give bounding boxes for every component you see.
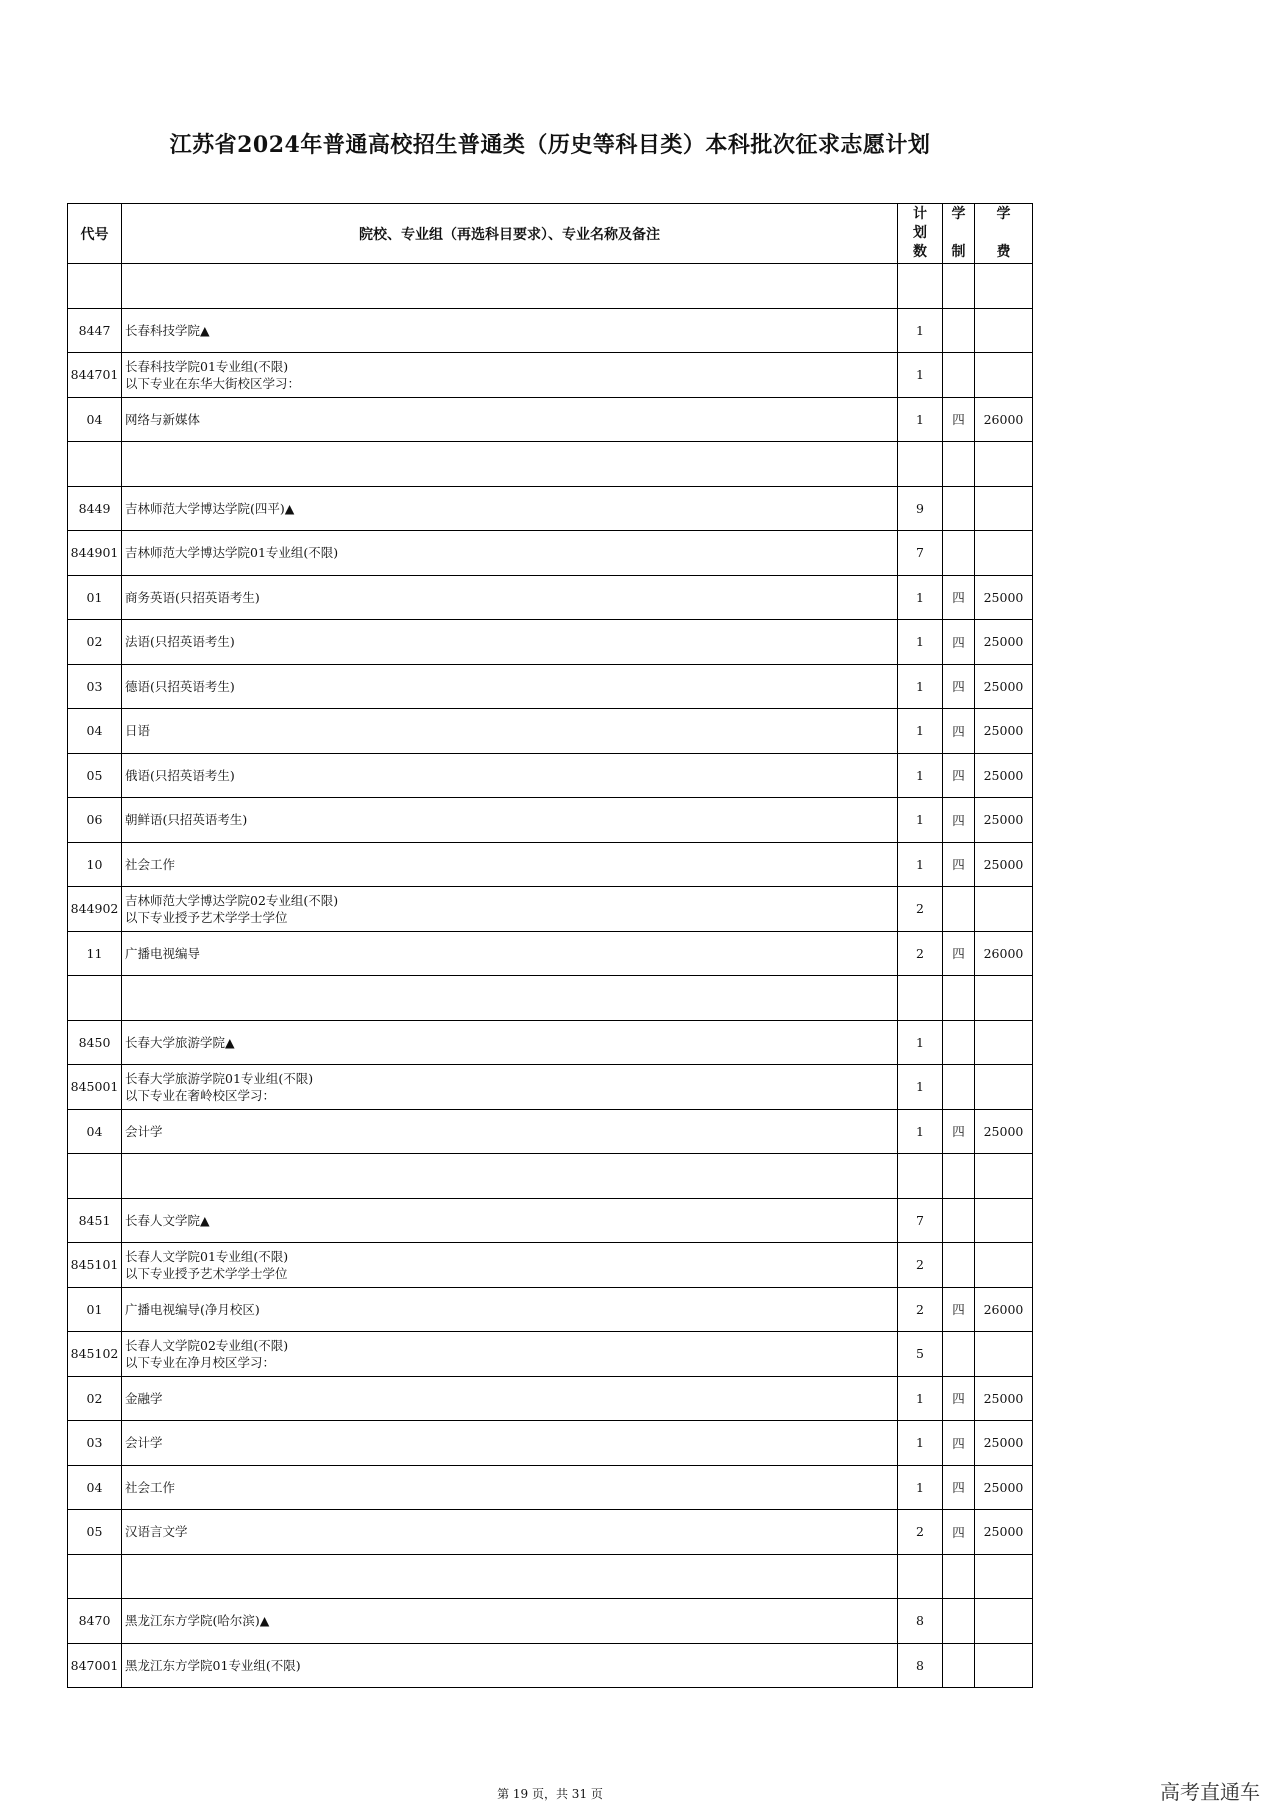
table-row — [68, 486, 1033, 531]
row-name — [122, 1154, 898, 1199]
row-fee — [975, 486, 1033, 531]
row-name — [122, 887, 898, 932]
row-code: 8470 — [68, 1599, 122, 1644]
row-fee — [975, 1643, 1033, 1688]
row-plan-count: 7 — [898, 1198, 943, 1243]
row-years — [943, 353, 975, 398]
row-name — [122, 664, 898, 709]
row-name-text: 网络与新媒体 — [125, 411, 201, 427]
row-fee — [975, 1599, 1033, 1644]
row-years — [943, 1154, 975, 1199]
row-fee — [975, 887, 1033, 932]
row-years — [943, 1243, 975, 1288]
row-code: 04 — [68, 709, 122, 754]
row-name — [122, 1198, 898, 1243]
brand-watermark: 高考直通车 — [1160, 1780, 1260, 1804]
table-row — [68, 575, 1033, 620]
row-note: 以下专业在奢岭校区学习： — [125, 1087, 276, 1103]
row-years: 四 — [943, 798, 975, 843]
row-code: 11 — [68, 931, 122, 976]
enrollment-plan-table — [67, 203, 1033, 1688]
table-row — [68, 531, 1033, 576]
row-plan-count: 1 — [898, 1465, 943, 1510]
row-name — [122, 1332, 898, 1377]
row-plan-count: 1 — [898, 1109, 943, 1154]
row-name — [122, 442, 898, 487]
header-name: 院校、专业组（再选科目要求）、专业名称及备注 — [122, 204, 898, 264]
row-years: 四 — [943, 664, 975, 709]
row-code: 8449 — [68, 486, 122, 531]
table-row — [68, 1599, 1033, 1644]
row-code — [68, 976, 122, 1021]
row-years — [943, 308, 975, 353]
row-plan-count: 9 — [898, 486, 943, 531]
table-row — [68, 1465, 1033, 1510]
row-fee — [975, 1554, 1033, 1599]
table-row — [68, 620, 1033, 665]
row-plan-count: 2 — [898, 1510, 943, 1555]
row-fee — [975, 1198, 1033, 1243]
row-years: 四 — [943, 1287, 975, 1332]
row-years: 四 — [943, 842, 975, 887]
row-name-text: 长春科技学院▲ — [125, 322, 210, 338]
row-name-text: 广播电视编导 — [125, 945, 201, 961]
row-name — [122, 397, 898, 442]
row-plan-count: 8 — [898, 1599, 943, 1644]
row-years: 四 — [943, 620, 975, 665]
row-name — [122, 353, 898, 398]
row-code — [68, 1154, 122, 1199]
row-plan-count: 1 — [898, 709, 943, 754]
row-fee: 25000 — [975, 798, 1033, 843]
table-row — [68, 1154, 1033, 1199]
row-fee — [975, 353, 1033, 398]
row-name — [122, 308, 898, 353]
row-years — [943, 486, 975, 531]
row-fee: 25000 — [975, 753, 1033, 798]
row-fee — [975, 1020, 1033, 1065]
row-fee — [975, 1243, 1033, 1288]
row-plan-count: 1 — [898, 575, 943, 620]
row-years: 四 — [943, 1510, 975, 1555]
table-row — [68, 664, 1033, 709]
row-code: 04 — [68, 1109, 122, 1154]
row-note: 以下专业在东华大街校区学习： — [125, 375, 301, 391]
row-fee: 25000 — [975, 620, 1033, 665]
row-name-text: 汉语言文学 — [125, 1524, 188, 1540]
row-code: 844701 — [68, 353, 122, 398]
row-code: 06 — [68, 798, 122, 843]
row-name — [122, 620, 898, 665]
row-code: 01 — [68, 1287, 122, 1332]
row-code: 844902 — [68, 887, 122, 932]
row-code: 8447 — [68, 308, 122, 353]
row-code: 8450 — [68, 1020, 122, 1065]
row-name-text: 德语(只招英语考生) — [125, 678, 235, 694]
row-code: 845102 — [68, 1332, 122, 1377]
row-plan-count: 1 — [898, 1065, 943, 1110]
row-years — [943, 1599, 975, 1644]
row-years: 四 — [943, 1376, 975, 1421]
row-fee: 25000 — [975, 842, 1033, 887]
row-fee: 25000 — [975, 1465, 1033, 1510]
row-name-text: 吉林师范大学博达学院(四平)▲ — [125, 500, 295, 516]
table-row — [68, 976, 1033, 1021]
table-row — [68, 1198, 1033, 1243]
row-plan-count — [898, 976, 943, 1021]
row-years — [943, 442, 975, 487]
row-plan-count: 1 — [898, 397, 943, 442]
row-plan-count: 1 — [898, 753, 943, 798]
row-plan-count: 2 — [898, 931, 943, 976]
row-years — [943, 1554, 975, 1599]
table-row — [68, 442, 1033, 487]
row-name-text: 黑龙江东方学院01专业组(不限) — [125, 1657, 301, 1673]
row-name — [122, 1243, 898, 1288]
row-name — [122, 1554, 898, 1599]
row-code: 04 — [68, 397, 122, 442]
table-row — [68, 1065, 1033, 1110]
row-name — [122, 1421, 898, 1466]
row-fee: 26000 — [975, 931, 1033, 976]
header-years: 学 制 — [943, 204, 975, 264]
row-years: 四 — [943, 397, 975, 442]
row-years — [943, 976, 975, 1021]
row-note: 以下专业授予艺术学学士学位 — [125, 909, 288, 925]
row-name-text: 俄语(只招英语考生) — [125, 767, 235, 783]
row-years — [943, 1198, 975, 1243]
document-title: 江苏省2024年普通高校招生普通类（历史等科目类）本科批次征求志愿计划 — [169, 132, 931, 158]
row-plan-count: 1 — [898, 308, 943, 353]
row-plan-count: 1 — [898, 620, 943, 665]
row-plan-count: 2 — [898, 887, 943, 932]
row-code: 10 — [68, 842, 122, 887]
row-code — [68, 264, 122, 309]
row-years: 四 — [943, 709, 975, 754]
row-name — [122, 709, 898, 754]
table-row — [68, 842, 1033, 887]
table-row — [68, 887, 1033, 932]
row-code: 05 — [68, 1510, 122, 1555]
row-plan-count — [898, 1154, 943, 1199]
table-row — [68, 1332, 1033, 1377]
row-plan-count: 1 — [898, 1421, 943, 1466]
row-years: 四 — [943, 575, 975, 620]
table-row — [68, 308, 1033, 353]
row-name — [122, 1643, 898, 1688]
row-name-text: 社会工作 — [125, 1479, 176, 1495]
row-plan-count: 1 — [898, 664, 943, 709]
row-name-text: 长春大学旅游学院01专业组(不限) — [125, 1070, 314, 1086]
row-years — [943, 264, 975, 309]
header-code: 代号 — [68, 204, 122, 264]
row-name-text: 黑龙江东方学院(哈尔滨)▲ — [125, 1613, 270, 1629]
table-row — [68, 397, 1033, 442]
row-plan-count: 5 — [898, 1332, 943, 1377]
row-years — [943, 1332, 975, 1377]
row-plan-count: 2 — [898, 1243, 943, 1288]
table-row — [68, 1109, 1033, 1154]
row-name — [122, 1065, 898, 1110]
row-code — [68, 442, 122, 487]
table-row — [68, 1243, 1033, 1288]
row-name-text: 广播电视编导(净月校区) — [125, 1301, 260, 1317]
row-code: 03 — [68, 664, 122, 709]
row-name-text: 吉林师范大学博达学院01专业组(不限) — [125, 545, 339, 561]
row-years: 四 — [943, 931, 975, 976]
row-name — [122, 1376, 898, 1421]
table-row — [68, 1510, 1033, 1555]
row-name — [122, 486, 898, 531]
row-name-text: 法语(只招英语考生) — [125, 634, 235, 650]
row-fee: 25000 — [975, 575, 1033, 620]
row-code: 05 — [68, 753, 122, 798]
row-name-text: 长春人文学院01专业组(不限) — [125, 1248, 289, 1264]
row-years — [943, 1065, 975, 1110]
row-name-text: 长春人文学院02专业组(不限) — [125, 1337, 289, 1353]
header-plan: 计 划 数 — [898, 204, 943, 264]
row-fee: 25000 — [975, 1510, 1033, 1555]
row-fee — [975, 442, 1033, 487]
row-fee — [975, 531, 1033, 576]
row-name — [122, 1510, 898, 1555]
row-name-text: 长春大学旅游学院▲ — [125, 1034, 235, 1050]
table-row — [68, 753, 1033, 798]
row-fee: 25000 — [975, 664, 1033, 709]
row-name — [122, 1020, 898, 1065]
table-row — [68, 1643, 1033, 1688]
row-name — [122, 842, 898, 887]
row-years — [943, 531, 975, 576]
row-name-text: 商务英语(只招英语考生) — [125, 589, 260, 605]
table-row — [68, 1287, 1033, 1332]
row-name — [122, 1287, 898, 1332]
row-name-text: 金融学 — [125, 1390, 163, 1406]
row-years — [943, 1643, 975, 1688]
row-code: 02 — [68, 1376, 122, 1421]
row-years: 四 — [943, 753, 975, 798]
table-header-row — [68, 204, 1033, 264]
row-code: 847001 — [68, 1643, 122, 1688]
row-name-text: 会计学 — [125, 1123, 163, 1139]
row-plan-count: 1 — [898, 842, 943, 887]
row-fee — [975, 1065, 1033, 1110]
row-plan-count: 1 — [898, 1376, 943, 1421]
row-code: 845101 — [68, 1243, 122, 1288]
row-name-text: 朝鲜语(只招英语考生) — [125, 812, 248, 828]
row-name-text: 社会工作 — [125, 856, 176, 872]
row-plan-count: 8 — [898, 1643, 943, 1688]
row-fee — [975, 1154, 1033, 1199]
row-plan-count: 1 — [898, 798, 943, 843]
row-plan-count: 2 — [898, 1287, 943, 1332]
row-fee: 25000 — [975, 1109, 1033, 1154]
table-row — [68, 264, 1033, 309]
row-name-text: 吉林师范大学博达学院02专业组(不限) — [125, 892, 339, 908]
table-row — [68, 798, 1033, 843]
row-code: 8451 — [68, 1198, 122, 1243]
row-fee — [975, 308, 1033, 353]
row-plan-count — [898, 442, 943, 487]
table-row — [68, 1421, 1033, 1466]
row-name — [122, 931, 898, 976]
table-row — [68, 1376, 1033, 1421]
row-code: 845001 — [68, 1065, 122, 1110]
row-fee — [975, 976, 1033, 1021]
row-name-text: 会计学 — [125, 1435, 163, 1451]
row-note: 以下专业在净月校区学习： — [125, 1354, 276, 1370]
table-row — [68, 709, 1033, 754]
row-years — [943, 1020, 975, 1065]
row-code: 04 — [68, 1465, 122, 1510]
row-name — [122, 976, 898, 1021]
table-row — [68, 1020, 1033, 1065]
row-name-text: 长春科技学院01专业组(不限) — [125, 358, 289, 374]
row-plan-count: 1 — [898, 1020, 943, 1065]
row-fee: 25000 — [975, 709, 1033, 754]
row-fee — [975, 264, 1033, 309]
row-name — [122, 575, 898, 620]
row-years: 四 — [943, 1109, 975, 1154]
row-name — [122, 1465, 898, 1510]
row-plan-count — [898, 264, 943, 309]
page-number: 第 19 页，共 31 页 — [497, 1787, 603, 1801]
row-name — [122, 264, 898, 309]
row-name — [122, 1599, 898, 1644]
row-code: 01 — [68, 575, 122, 620]
row-name — [122, 1109, 898, 1154]
row-years: 四 — [943, 1421, 975, 1466]
row-note: 以下专业授予艺术学学士学位 — [125, 1265, 288, 1281]
row-code: 844901 — [68, 531, 122, 576]
row-plan-count: 1 — [898, 353, 943, 398]
row-name — [122, 798, 898, 843]
header-fee: 学 费 — [975, 204, 1033, 264]
row-name — [122, 753, 898, 798]
row-fee: 26000 — [975, 397, 1033, 442]
row-years: 四 — [943, 1465, 975, 1510]
row-name-text: 长春人文学院▲ — [125, 1212, 210, 1228]
row-fee: 26000 — [975, 1287, 1033, 1332]
row-years — [943, 887, 975, 932]
table-row — [68, 931, 1033, 976]
row-plan-count — [898, 1554, 943, 1599]
row-fee — [975, 1332, 1033, 1377]
row-name — [122, 531, 898, 576]
table-row — [68, 1554, 1033, 1599]
row-fee: 25000 — [975, 1421, 1033, 1466]
table-row — [68, 353, 1033, 398]
row-code — [68, 1554, 122, 1599]
row-name-text: 日语 — [125, 723, 151, 739]
row-code: 03 — [68, 1421, 122, 1466]
row-code: 02 — [68, 620, 122, 665]
row-fee: 25000 — [975, 1376, 1033, 1421]
row-plan-count: 7 — [898, 531, 943, 576]
